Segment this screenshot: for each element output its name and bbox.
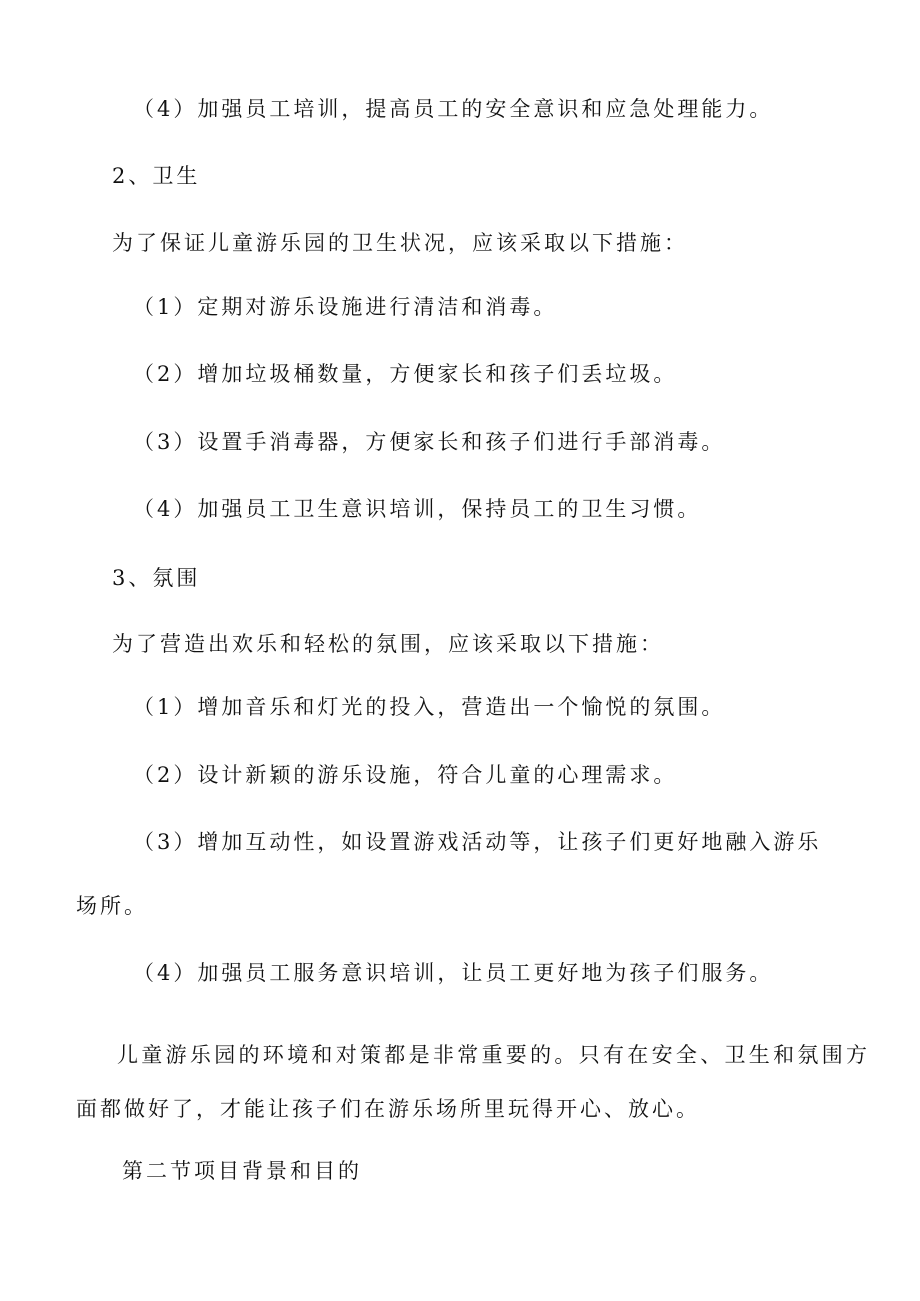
list-item-music-lighting: （1）增加音乐和灯光的投入，营造出一个愉悦的氛围。 (133, 695, 726, 719)
summary-paragraph-line-2: 面都做好了，才能让孩子们在游乐场所里玩得开心、放心。 (76, 1097, 700, 1121)
list-item-staff-hygiene-training: （4）加强员工卫生意识培训，保持员工的卫生习惯。 (133, 497, 702, 521)
list-item-interactivity-continued: 场所。 (76, 894, 148, 918)
list-item-trash-bins: （2）增加垃圾桶数量，方便家长和孩子们丢垃圾。 (133, 362, 678, 386)
list-item-interactivity: （3）增加互动性，如设置游戏活动等，让孩子们更好地融入游乐 (133, 830, 822, 854)
list-item-clean-disinfect: （1）定期对游乐设施进行清洁和消毒。 (133, 295, 558, 319)
section-title-project-background: 第二节项目背景和目的 (122, 1159, 362, 1183)
list-item-novel-facilities: （2）设计新颖的游乐设施，符合儿童的心理需求。 (133, 763, 678, 787)
list-item-hand-sanitizer: （3）设置手消毒器，方便家长和孩子们进行手部消毒。 (133, 430, 726, 454)
list-item-staff-service-training: （4）加强员工服务意识培训，让员工更好地为孩子们服务。 (133, 961, 774, 985)
section-heading-hygiene: 2、卫生 (112, 164, 201, 188)
list-item-staff-safety-training: （4）加强员工培训，提高员工的安全意识和应急处理能力。 (133, 97, 774, 121)
section-heading-atmosphere: 3、氛围 (112, 566, 201, 590)
atmosphere-intro-paragraph: 为了营造出欢乐和轻松的氛围，应该采取以下措施： (112, 632, 664, 656)
hygiene-intro-paragraph: 为了保证儿童游乐园的卫生状况，应该采取以下措施： (112, 231, 688, 255)
summary-paragraph-line-1: 儿童游乐园的环境和对策都是非常重要的。只有在安全、卫生和氛围方 (117, 1043, 871, 1067)
